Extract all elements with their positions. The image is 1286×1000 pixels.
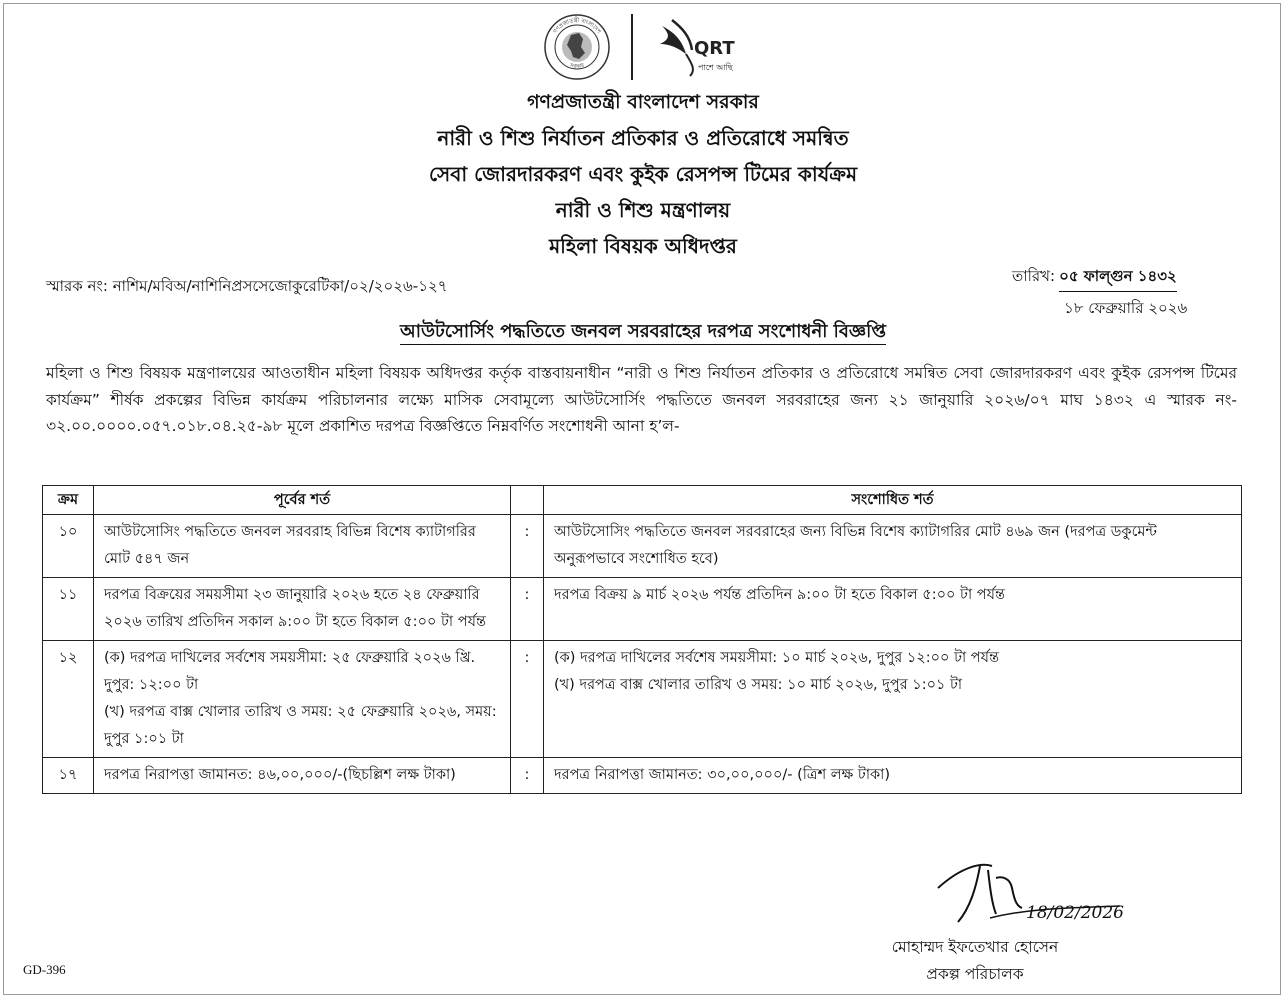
row-serial: ১০	[43, 515, 94, 578]
row-revised-line: (খ) দরপত্র বাক্স খোলার তারিখ ও সময়: ১০ মার্চ ২০২৬, দুপুর ১:০১ টা	[554, 677, 963, 693]
row-previous-line: (খ) দরপত্র বাক্স খোলার তারিখ ও সময়: ২৫ ফেব্রুয়ারি ২০২৬, সময়: দুপুর ১:০১ টা	[104, 704, 497, 747]
header-serial: ক্রম	[43, 486, 94, 515]
row-serial: ১২	[43, 641, 94, 758]
heading-government: গণপ্রজাতন্ত্রী বাংলাদেশ সরকার	[527, 91, 759, 113]
government-seal-icon	[543, 13, 611, 81]
row-previous-line: (ক) দরপত্র দাখিলের সর্বশেষ সময়সীমা: ২৫ ফেব্রুয়ারি ২০২৬ খ্রি. দুপুর: ১২:০০ টা	[104, 650, 476, 693]
date-label: তারিখ:	[1012, 267, 1056, 285]
memo-date-block	[1012, 265, 1227, 322]
date-english: ১৮ ফেব্রুয়ারি ২০২৬	[1064, 299, 1188, 317]
qrt-logo-subtext: পাশে আছি	[698, 63, 733, 72]
row-revised	[544, 641, 1242, 758]
notice-body: মহিলা ও শিশু বিষয়ক মন্ত্রণালয়ের আওতাধীন মহিলা বিষয়ক অধিদপ্তর কর্তৃক বাস্তবায়নাধীন “নারী ও শিশু নির্যাতন প্রতিকার ও প্রতিরোধে সমন্বিত সেবা জোরদারকরণ এবং কুইক রেসপন্স টিমের কার্যক্রম” শীর্ষক প্রকল্পের বিভিন্ন কার্যক্রম পরিচালনার লক্ষ্যে মাসিক সেবামূল্যে আউটসোর্সিং পদ্ধতিতে জনবল সরবরাহের জন্য ২১ জানুয়ারি ২০২৬/০৭ মাঘ ১৪৩২ এ স্মারক নং- ৩২.০০.০০০০.০৫৭.০১৮.০৪.২৫-৯৮ মূলে প্রকাশিত দরপত্র বিজ্ঞপ্তিতে নিম্নবর্ণিত সংশোধনী আনা হ’ল-	[46, 364, 1237, 435]
logo-row	[0, 10, 1286, 86]
signer-name: মোহাম্মদ ইফতেখার হোসেন	[891, 938, 1059, 956]
row-serial: ১৭	[43, 758, 94, 794]
table-row	[43, 515, 1242, 578]
signature-date: 18/02/2026	[1026, 903, 1124, 923]
notice-title	[0, 317, 1286, 348]
svg-text:সরকার	[568, 62, 586, 70]
row-previous-line: আউটসোসিং পদ্ধতিতে জনবল সরবরাহ বিভিন্ন বিশেষ ক্যাটাগরির মোট ৫৪৭ জন	[104, 524, 476, 567]
handwritten-signature	[930, 848, 1130, 928]
row-serial: ১১	[43, 578, 94, 641]
row-revised-line: (ক) দরপত্র দাখিলের সর্বশেষ সময়সীমা: ১০ মার্চ ২০২৬, দুপুর ১২:০০ টা পর্যন্ত	[554, 650, 999, 666]
memo-reference: স্মারক নং: নাশিম/মবিঅ/নাশিনিপ্রসসেজোকুরেটিকা/০২/২০২৬-১২৭	[46, 277, 448, 295]
header-revised: সংশোধিত শর্ত	[544, 486, 1242, 515]
row-revised	[544, 578, 1242, 641]
heading-project-line1: নারী ও শিশু নির্যাতন প্রতিকার ও প্রতিরোধে সমন্বিত	[437, 126, 849, 150]
row-revised-line: আউটসোসিং পদ্ধতিতে জনবল সরবরাহের জন্য বিভিন্ন বিশেষ ক্যাটাগরির মোট ৪৬৯ জন (দরপত্র ডকুমেন্ট অনুরূপভাবে সংশোধিত হবে)	[554, 524, 1157, 567]
row-previous	[94, 515, 511, 578]
row-separator: :	[511, 578, 544, 641]
row-separator: :	[511, 758, 544, 794]
document-code: GD-396	[23, 962, 66, 977]
table-row	[43, 641, 1242, 758]
date-bangla: ০৫ ফাল্গুন ১৪৩২	[1059, 265, 1177, 292]
seal-bottom-text: সরকার	[569, 62, 586, 70]
signer-designation: প্রকল্প পরিচালক	[926, 965, 1024, 983]
heading-project-line2: সেবা জোরদারকরণ এবং কুইক রেসপন্স টিমের কার্যক্রম	[428, 162, 858, 186]
row-revised-line: দরপত্র নিরাপত্তা জামানত: ৩০,০০,০০০/- (ত্রিশ লক্ষ টাকা)	[554, 767, 891, 783]
amendment-table	[42, 485, 1242, 794]
notice-title-text: আউটসোর্সিং পদ্ধতিতে জনবল সরবরাহের দরপত্র সংশোধনী বিজ্ঞপ্তি	[400, 321, 886, 345]
qrt-logo-text: QRT	[694, 38, 735, 59]
qrt-logo-icon	[652, 14, 748, 80]
row-previous-line: দরপত্র বিক্রয়ের সময়সীমা ২৩ জানুয়ারি ২০২৬ হতে ২৪ ফেব্রুয়ারি ২০২৬ তারিখ প্রতিদিন সকাল ৯:০০ টা হতে বিকাল ৫:০০ টা পর্যন্ত	[104, 587, 486, 630]
heading-ministry: নারী ও শিশু মন্ত্রণালয়	[555, 198, 731, 222]
row-previous	[94, 641, 511, 758]
row-revised	[544, 515, 1242, 578]
row-previous	[94, 578, 511, 641]
heading-department: মহিলা বিষয়ক অধিদপ্তর	[549, 234, 737, 258]
row-separator: :	[511, 515, 544, 578]
row-revised-line: দরপত্র বিক্রয় ৯ মার্চ ২০২৬ পর্যন্ত প্রতিদিন ৯:০০ টা হতে বিকাল ৫:০০ টা পর্যন্ত	[554, 587, 1005, 603]
row-previous-line: দরপত্র নিরাপত্তা জামানত: ৪৬,০০,০০০/-(ছিচল্লিশ লক্ষ টাকা)	[104, 767, 456, 783]
table-row	[43, 578, 1242, 641]
logo-divider	[631, 14, 633, 80]
table-row	[43, 758, 1242, 794]
header-previous: পূর্বের শর্ত	[94, 486, 511, 515]
table-header-row	[43, 486, 1242, 515]
row-separator: :	[511, 641, 544, 758]
header-separator	[511, 486, 544, 515]
row-revised	[544, 758, 1242, 794]
seal-top-text: গণপ্রজাতন্ত্রী বাংলাদেশ	[552, 17, 602, 35]
row-previous	[94, 758, 511, 794]
